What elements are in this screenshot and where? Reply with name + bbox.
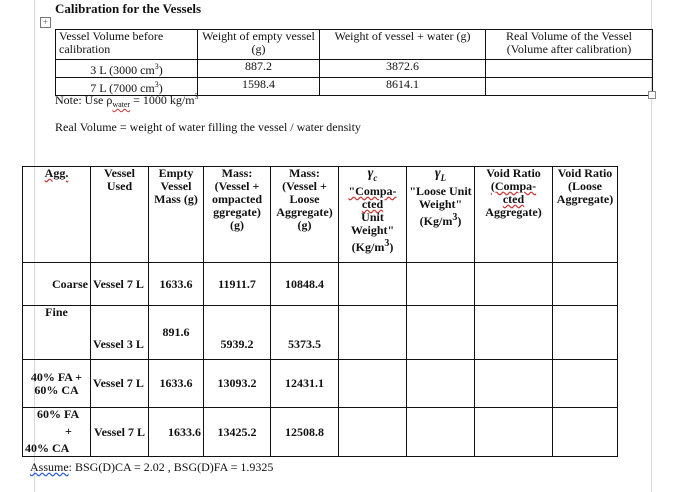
empty-cell[interactable] xyxy=(407,306,475,360)
mass-loose-cell[interactable]: 5373.5 xyxy=(271,306,339,360)
empty-mass-cell[interactable]: 1633.6 xyxy=(149,263,204,306)
table-row xyxy=(23,306,682,360)
empty-cell[interactable] xyxy=(407,408,475,457)
mass-compacted-cell[interactable]: 5939.2 xyxy=(204,306,271,360)
header-mass-loose: Mass: (Vessel + Loose Aggregate) (g) xyxy=(271,167,339,263)
agg-cell[interactable]: Coarse xyxy=(23,263,91,306)
table-row xyxy=(23,263,682,306)
header-void-ratio-compacted: Void Ratio (Compa- cted Aggregate) xyxy=(475,167,553,263)
empty-cell[interactable] xyxy=(475,360,553,408)
mass-compacted-cell[interactable]: 13093.2 xyxy=(204,360,271,408)
header-empty-mass: Empty Vessel Mass (g) xyxy=(149,167,204,263)
cal-water-cell[interactable]: 8614.1 xyxy=(320,78,486,96)
cal-header-water: Weight of vessel + water (g) xyxy=(320,30,486,60)
cal-header-empty: Weight of empty vessel (g) xyxy=(198,30,320,60)
empty-cell[interactable] xyxy=(339,360,407,408)
empty-cell[interactable] xyxy=(339,306,407,360)
mass-loose-cell[interactable]: 12508.8 xyxy=(271,408,339,457)
cal-header-real: Real Volume of the Vessel (Volume after calibration) xyxy=(486,30,653,60)
mass-compacted-cell[interactable]: 13425.2 xyxy=(204,408,271,457)
header-compacted-unit-weight: $\gamma_c$ "Compa- cted Unit Weight" $(Kg/m^3)$ xyxy=(339,167,407,263)
cal-header-volume: Vessel Volume before calibration xyxy=(56,30,198,60)
empty-cell[interactable] xyxy=(475,306,553,360)
empty-cell[interactable] xyxy=(339,263,407,306)
mass-compacted-cell[interactable]: 11911.7 xyxy=(204,263,271,306)
cal-empty-cell[interactable]: 1598.4 xyxy=(198,78,320,96)
table-resize-handle[interactable] xyxy=(648,91,656,99)
empty-cell[interactable] xyxy=(475,408,553,457)
empty-mass-cell[interactable]: 891.6 xyxy=(149,306,204,360)
table-row xyxy=(56,60,653,78)
header-mass-compacted: Mass: (Vessel + ompacted ggregate) (g) xyxy=(204,167,271,263)
cal-real-cell[interactable] xyxy=(486,60,653,78)
cal-volume-cell[interactable]: 7 L (7000 $cm^3$) xyxy=(56,78,198,96)
table-move-handle-icon[interactable]: + xyxy=(40,17,51,28)
empty-cell[interactable] xyxy=(553,360,618,408)
real-volume-formula: Real Volume = weight of water filling the vessel / water density xyxy=(55,120,361,134)
table-row xyxy=(23,360,682,408)
cal-real-cell[interactable] xyxy=(486,78,653,96)
empty-cell[interactable] xyxy=(553,306,618,360)
header-loose-unit-weight: $\gamma_L$ "Loose Unit Weight" $(Kg/m^3)$ xyxy=(407,167,475,263)
table-row xyxy=(23,408,682,457)
header-agg: Agg. xyxy=(23,167,91,263)
agg-cell[interactable]: 60% FA + 40% CA xyxy=(23,408,91,457)
density-note: Note: Use $\rho_{water} = 1000$ $kg/m^3$ xyxy=(55,92,199,109)
empty-mass-cell[interactable]: 1633.6 xyxy=(149,408,204,457)
header-vessel: Vessel Used xyxy=(91,167,149,263)
cal-volume-cell[interactable]: 3 L (3000 $cm^3$) xyxy=(56,60,198,78)
vessel-cell[interactable]: Vessel 3 L xyxy=(91,306,149,360)
empty-cell[interactable] xyxy=(553,263,618,306)
empty-cell[interactable] xyxy=(553,408,618,457)
header-void-ratio-loose: Void Ratio (Loose Aggregate) xyxy=(553,167,618,263)
empty-cell[interactable] xyxy=(339,408,407,457)
empty-cell[interactable] xyxy=(407,360,475,408)
aggregate-table xyxy=(22,166,682,457)
mass-loose-cell[interactable]: 10848.4 xyxy=(271,263,339,306)
vessel-cell[interactable]: Vessel 7 L xyxy=(91,263,149,306)
vessel-cell[interactable]: Vessel 7 L xyxy=(91,408,149,457)
vessel-cell[interactable]: Vessel 7 L xyxy=(91,360,149,408)
cal-empty-cell[interactable]: 887.2 xyxy=(198,60,320,78)
mass-loose-cell[interactable]: 12431.1 xyxy=(271,360,339,408)
page-title: Calibration for the Vessels xyxy=(55,1,202,16)
agg-cell[interactable]: Fine xyxy=(23,306,91,360)
empty-cell[interactable] xyxy=(407,263,475,306)
empty-cell[interactable] xyxy=(475,263,553,306)
empty-mass-cell[interactable]: 1633.6 xyxy=(149,360,204,408)
calibration-table xyxy=(55,29,653,96)
agg-cell[interactable]: 40% FA + 60% CA xyxy=(23,360,91,408)
cal-water-cell[interactable]: 3872.6 xyxy=(320,60,486,78)
assumption-note: Assume: BSG(D)CA = 2.02 , BSG(D)FA = 1.9325 xyxy=(30,460,274,474)
